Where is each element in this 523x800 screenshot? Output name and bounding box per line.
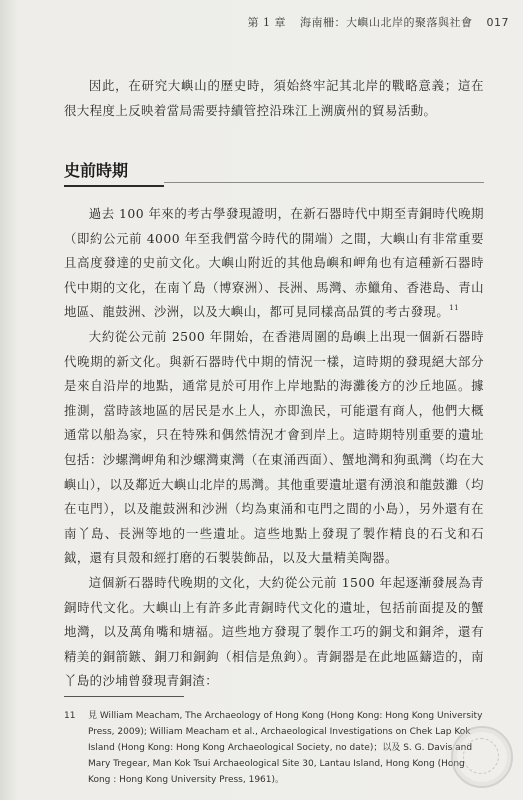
footnote-divider [64, 696, 184, 697]
intro-paragraph: 因此，在研究大嶼山的歷史時，須始終牢記其北岸的戰略意義；這在很大程度上反映着當局需要持續管控沿珠江上溯廣州的貿易活動。 [64, 78, 484, 118]
footnote-reference: 11 [449, 304, 460, 313]
section-body [64, 202, 484, 694]
intro-section [64, 74, 484, 123]
footnote-number: 11 [64, 711, 76, 721]
footnote [64, 708, 484, 788]
running-header [248, 14, 510, 30]
paragraph-1-text: 過去 100 年來的考古學發現證明，在新石器時代中期至青銅時代晚期（即約公元前 4000 年至我們當今時代的開端）之間，大嶼山有非常重要且高度發達的史前文化。大嶼山附近的其他島嶼和岬角也有這種新石器時代中期的文化，在南丫島（博寮洲）、長洲、馬灣、赤鱲角、香港島、青山地區、龍鼓洲、沙洲，以及大嶼山，都可見同樣高品質的考古發現。 [64, 206, 484, 320]
page-number: 017 [486, 16, 509, 29]
paragraph-3: 這個新石器時代晚期的文化，大約從公元前 1500 年起逐漸發展為青銅時代文化。大嶼山上有許多此青銅時代文化的遺址，包括前面提及的蟹地灣，以及萬角嘴和塘福。這些地方發現了製作工巧的銅戈和銅斧，還有精美的銅箭鏃、銅刀和銅鉤（相信是魚鉤）。青銅器是在此地區鑄造的，南丫島的沙埔曾發現青銅渣： [64, 574, 484, 689]
footnote-text: 見 William Meacham, The Archaeology of Hong Kong (Hong Kong: Hong Kong University Press, 2009); William Meacham et al., Archaeological Investigations on Chek Lap Kok Island (Hong Kong: Hong Kong Archaeological Society, no date)；以及 S. G. Davis and Mary Tregear, Man Kok Tsui Archaeological Site 30, Lantau Island, Hong Kong (Hong Kong : Hong Kong University Press, 1961)。 [88, 711, 483, 785]
section-heading: 史前時期 [64, 158, 164, 187]
chapter-label: 第 1 章 [247, 16, 286, 29]
paragraph-1 [64, 202, 484, 325]
paragraph-2: 大約從公元前 2500 年開始，在香港周圍的島嶼上出現一個新石器時代晚期的新文化。與新石器時代中期的情況一樣，這時期的發現絕大部分是來自沿岸的地點，通常見於可用作上岸地點的海灘後方的沙丘地區。據推測，當時該地區的居民是水上人，亦即漁民，可能還有商人，他們大概通常以船為家，只在特殊和偶然情況才會到岸上。這時期特別重要的遺址包括：沙螺灣岬角和沙螺灣東灣（在東涌西面）、蟹地灣和狗虱灣（均在大嶼山），以及鄰近大嶼山北岸的馬灣。其他重要遺址還有湧浪和龍鼓灘（均在屯門），以及龍鼓洲和沙洲（均為東涌和屯門之間的小島），另外還有在南丫島、長洲等地的一些遺址。這些地點上發現了製作精良的石戈和石鉞，還有貝殼和經打磨的石製裝飾品，以及大量精美陶器。 [64, 328, 484, 566]
chapter-title: 海南柵：大嶼山北岸的聚落與社會 [300, 16, 473, 29]
library-stamp [451, 726, 513, 788]
section-divider [164, 182, 484, 183]
